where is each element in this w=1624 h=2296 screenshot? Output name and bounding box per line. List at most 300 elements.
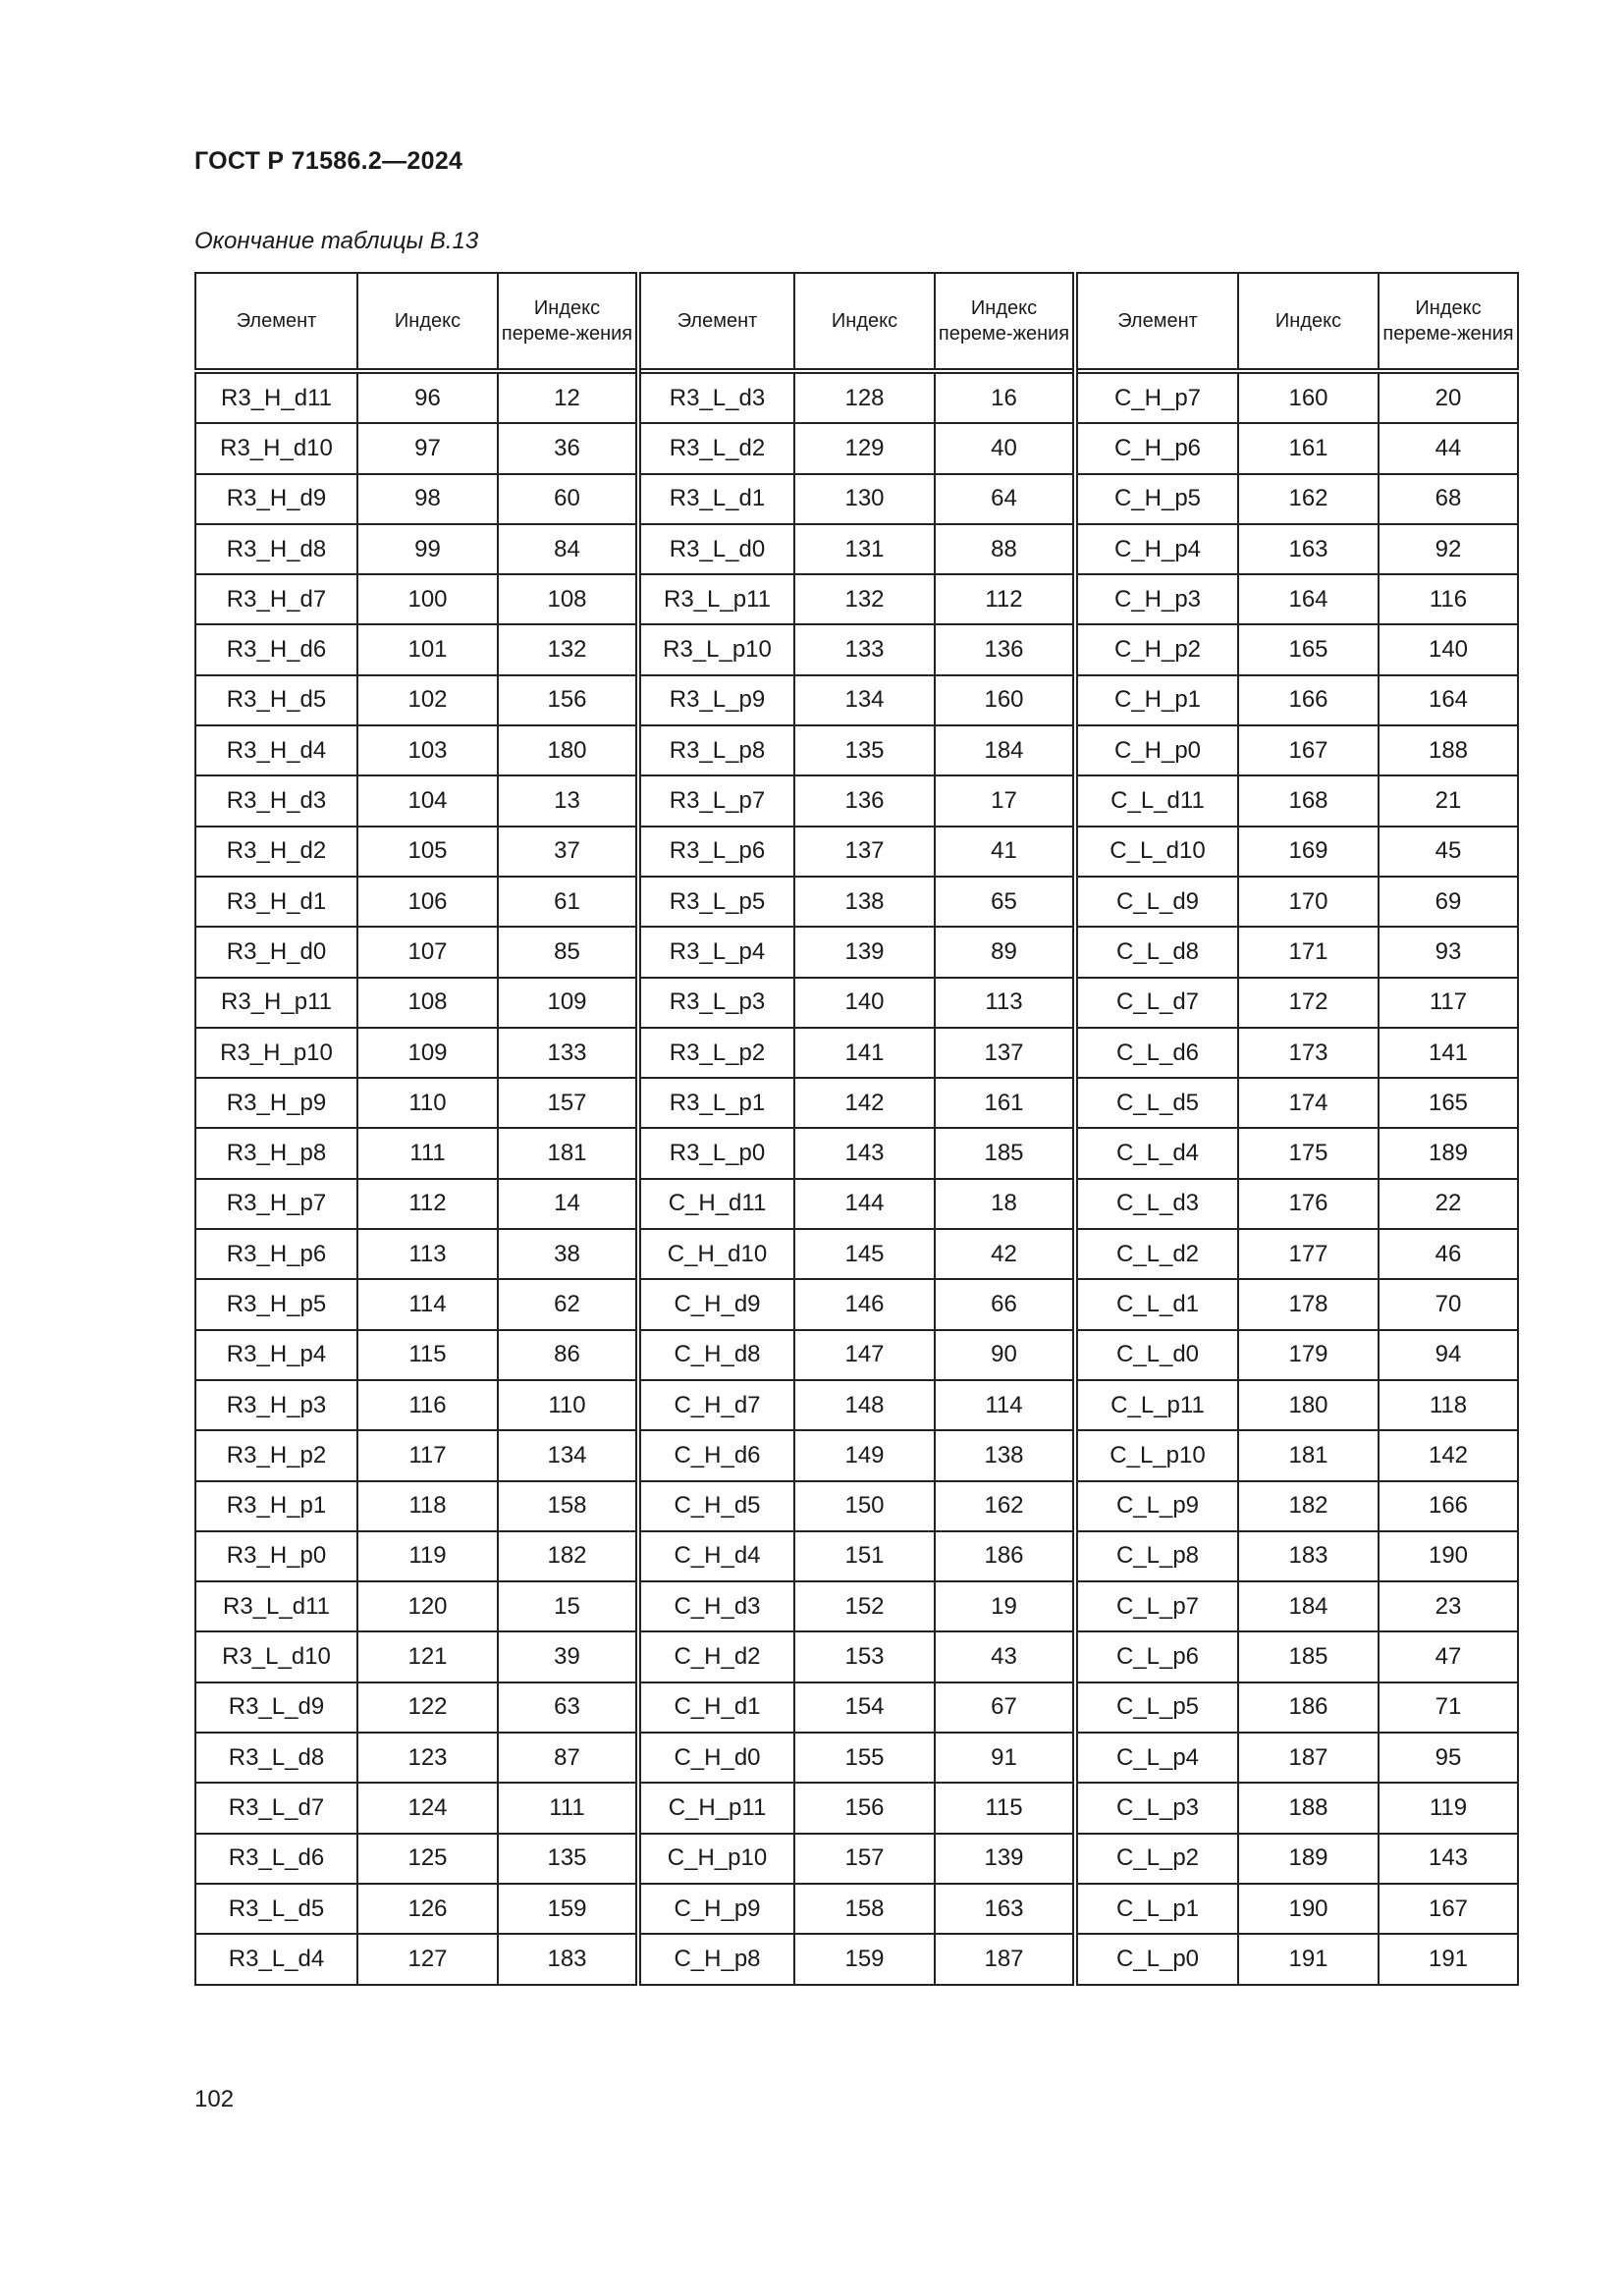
table-row	[195, 1028, 1518, 1078]
table-cell: C_H_d5	[638, 1481, 794, 1531]
table-cell: R3_H_d5	[195, 675, 357, 725]
table-cell: C_L_d7	[1075, 978, 1238, 1028]
table-cell: 184	[935, 725, 1075, 775]
table-cell: C_L_p4	[1075, 1733, 1238, 1783]
table-cell: 178	[1238, 1279, 1379, 1329]
table-cell: R3_H_p11	[195, 978, 357, 1028]
table-cell: 152	[794, 1581, 935, 1631]
table-cell: 12	[498, 371, 638, 423]
table-cell: C_H_p7	[1075, 371, 1238, 423]
table-row	[195, 574, 1518, 624]
table-cell: 129	[794, 423, 935, 473]
table-row	[195, 1229, 1518, 1279]
table-cell: 187	[1238, 1733, 1379, 1783]
table-cell: 112	[935, 574, 1075, 624]
table-cell: C_L_d1	[1075, 1279, 1238, 1329]
table-cell: R3_H_d9	[195, 474, 357, 524]
table-cell: C_L_d4	[1075, 1128, 1238, 1178]
table-cell: 45	[1379, 827, 1518, 877]
table-cell: 159	[498, 1884, 638, 1934]
table-cell: 69	[1379, 877, 1518, 927]
table-cell: 94	[1379, 1330, 1518, 1380]
table-cell: 163	[1238, 524, 1379, 574]
table-cell: 189	[1379, 1128, 1518, 1178]
table-cell: C_H_p11	[638, 1783, 794, 1833]
table-cell: R3_L_p3	[638, 978, 794, 1028]
table-cell: R3_L_d10	[195, 1631, 357, 1682]
table-row	[195, 1531, 1518, 1581]
table-cell: C_H_p3	[1075, 574, 1238, 624]
table-cell: 144	[794, 1179, 935, 1229]
table-cell: 90	[935, 1330, 1075, 1380]
table-cell: C_L_p10	[1075, 1430, 1238, 1480]
table-cell: 179	[1238, 1330, 1379, 1380]
table-cell: 13	[498, 775, 638, 826]
table-cell: 98	[357, 474, 498, 524]
table-cell: C_H_d8	[638, 1330, 794, 1380]
table-cell: R3_H_d6	[195, 624, 357, 674]
table-cell: 176	[1238, 1179, 1379, 1229]
table-cell: 119	[357, 1531, 498, 1581]
table-cell: 134	[794, 675, 935, 725]
table-cell: R3_H_d7	[195, 574, 357, 624]
table-row	[195, 978, 1518, 1028]
table-cell: 149	[794, 1430, 935, 1480]
table-cell: 113	[357, 1229, 498, 1279]
table-cell: 181	[498, 1128, 638, 1178]
table-cell: R3_H_p4	[195, 1330, 357, 1380]
table-cell: 172	[1238, 978, 1379, 1028]
table-cell: R3_H_p8	[195, 1128, 357, 1178]
table-cell: C_H_d10	[638, 1229, 794, 1279]
table-cell: 65	[935, 877, 1075, 927]
table-cell: 188	[1238, 1783, 1379, 1833]
table-cell: 38	[498, 1229, 638, 1279]
table-cell: C_L_p11	[1075, 1380, 1238, 1430]
table-cell: 101	[357, 624, 498, 674]
table-cell: 183	[1238, 1531, 1379, 1581]
table-cell: R3_H_d3	[195, 775, 357, 826]
table-cell: 114	[935, 1380, 1075, 1430]
column-header: Элемент	[1075, 273, 1238, 371]
table-cell: 87	[498, 1733, 638, 1783]
table-cell: 108	[357, 978, 498, 1028]
table-cell: 136	[935, 624, 1075, 674]
table-cell: 191	[1379, 1934, 1518, 1984]
table-cell: C_H_p4	[1075, 524, 1238, 574]
table-cell: R3_L_d7	[195, 1783, 357, 1833]
table-cell: 107	[357, 927, 498, 977]
table-cell: 166	[1379, 1481, 1518, 1531]
table-cell: 137	[794, 827, 935, 877]
table-cell: R3_L_p1	[638, 1078, 794, 1128]
table-cell: R3_H_d11	[195, 371, 357, 423]
table-cell: 18	[935, 1179, 1075, 1229]
table-cell: R3_L_d5	[195, 1884, 357, 1934]
table-cell: R3_L_d3	[638, 371, 794, 423]
table-cell: 141	[1379, 1028, 1518, 1078]
table-cell: 113	[935, 978, 1075, 1028]
table-cell: 63	[498, 1682, 638, 1733]
table-cell: R3_H_p7	[195, 1179, 357, 1229]
table-cell: R3_H_d2	[195, 827, 357, 877]
table-cell: R3_H_p1	[195, 1481, 357, 1531]
table-cell: 154	[794, 1682, 935, 1733]
page-number: 102	[194, 2086, 235, 2112]
table-cell: C_L_p5	[1075, 1682, 1238, 1733]
table-cell: C_L_d8	[1075, 927, 1238, 977]
table-cell: 158	[794, 1884, 935, 1934]
table-row	[195, 474, 1518, 524]
table-cell: 62	[498, 1279, 638, 1329]
table-cell: C_H_d1	[638, 1682, 794, 1733]
table-cell: 191	[1238, 1934, 1379, 1984]
table-row	[195, 827, 1518, 877]
table-cell: R3_L_p8	[638, 725, 794, 775]
table-cell: 36	[498, 423, 638, 473]
table-cell: C_L_p9	[1075, 1481, 1238, 1531]
table-cell: 20	[1379, 371, 1518, 423]
table-cell: 141	[794, 1028, 935, 1078]
table-row	[195, 1884, 1518, 1934]
table-cell: C_L_p1	[1075, 1884, 1238, 1934]
table-cell: 162	[935, 1481, 1075, 1531]
table-cell: R3_L_d8	[195, 1733, 357, 1783]
table-cell: R3_H_p10	[195, 1028, 357, 1078]
table-cell: R3_H_d0	[195, 927, 357, 977]
table-cell: 89	[935, 927, 1075, 977]
table-cell: 46	[1379, 1229, 1518, 1279]
table-cell: C_H_d11	[638, 1179, 794, 1229]
table-row	[195, 1380, 1518, 1430]
table-cell: 134	[498, 1430, 638, 1480]
table-cell: 135	[794, 725, 935, 775]
table-cell: 158	[498, 1481, 638, 1531]
table-cell: 186	[935, 1531, 1075, 1581]
table-cell: 115	[357, 1330, 498, 1380]
table-row	[195, 1279, 1518, 1329]
table-cell: 106	[357, 877, 498, 927]
table-cell: 184	[1238, 1581, 1379, 1631]
table-cell: 131	[794, 524, 935, 574]
table-cell: 22	[1379, 1179, 1518, 1229]
table-cell: 190	[1238, 1884, 1379, 1934]
table-cell: 157	[498, 1078, 638, 1128]
table-cell: C_L_p6	[1075, 1631, 1238, 1682]
table-cell: 180	[498, 725, 638, 775]
table-cell: C_H_p2	[1075, 624, 1238, 674]
table-cell: R3_L_d1	[638, 474, 794, 524]
table-cell: 68	[1379, 474, 1518, 524]
table-cell: 164	[1238, 574, 1379, 624]
table-cell: 185	[1238, 1631, 1379, 1682]
column-header: Индекс переме-жения	[935, 273, 1075, 371]
table-cell: C_H_d6	[638, 1430, 794, 1480]
table-cell: 180	[1238, 1380, 1379, 1430]
table-cell: C_H_p10	[638, 1834, 794, 1884]
table-cell: 61	[498, 877, 638, 927]
table-cell: 126	[357, 1884, 498, 1934]
column-header: Элемент	[195, 273, 357, 371]
table-cell: 190	[1379, 1531, 1518, 1581]
table-cell: 119	[1379, 1783, 1518, 1833]
table-cell: C_L_d0	[1075, 1330, 1238, 1380]
table-cell: 15	[498, 1581, 638, 1631]
table-cell: 147	[794, 1330, 935, 1380]
table-cell: C_L_d10	[1075, 827, 1238, 877]
table-cell: 124	[357, 1783, 498, 1833]
table-cell: 175	[1238, 1128, 1379, 1178]
table-cell: 133	[498, 1028, 638, 1078]
table-cell: R3_H_d10	[195, 423, 357, 473]
table-cell: 43	[935, 1631, 1075, 1682]
table-cell: 164	[1379, 675, 1518, 725]
table-cell: 160	[1238, 371, 1379, 423]
table-cell: 142	[1379, 1430, 1518, 1480]
table-cell: 182	[1238, 1481, 1379, 1531]
table-cell: 110	[357, 1078, 498, 1128]
table-cell: R3_L_p2	[638, 1028, 794, 1078]
table-cell: 100	[357, 574, 498, 624]
table-cell: 136	[794, 775, 935, 826]
table-cell: 142	[794, 1078, 935, 1128]
table-cell: C_H_d9	[638, 1279, 794, 1329]
table-cell: 109	[498, 978, 638, 1028]
document-header: ГОСТ Р 71586.2—2024	[194, 147, 463, 175]
table-cell: C_H_p1	[1075, 675, 1238, 725]
table-cell: 128	[794, 371, 935, 423]
table-cell: C_L_d3	[1075, 1179, 1238, 1229]
table-cell: 127	[357, 1934, 498, 1984]
table-cell: C_L_d11	[1075, 775, 1238, 826]
table-cell: 163	[935, 1884, 1075, 1934]
table-cell: 116	[357, 1380, 498, 1430]
table-cell: 156	[498, 675, 638, 725]
table-cell: 183	[498, 1934, 638, 1984]
table-cell: 39	[498, 1631, 638, 1682]
table-cell: C_L_p0	[1075, 1934, 1238, 1984]
table-cell: 140	[794, 978, 935, 1028]
table-cell: 181	[1238, 1430, 1379, 1480]
table-row	[195, 927, 1518, 977]
table-row	[195, 1783, 1518, 1833]
table-cell: 91	[935, 1733, 1075, 1783]
column-header: Индекс	[1238, 273, 1379, 371]
table-cell: 167	[1379, 1884, 1518, 1934]
table-cell: 115	[935, 1783, 1075, 1833]
table-cell: R3_H_p3	[195, 1380, 357, 1430]
table-cell: 168	[1238, 775, 1379, 826]
header-row	[195, 273, 1518, 371]
table-cell: R3_L_p6	[638, 827, 794, 877]
table-cell: 151	[794, 1531, 935, 1581]
table-cell: 165	[1238, 624, 1379, 674]
table-cell: C_H_p9	[638, 1884, 794, 1934]
table-cell: C_H_p8	[638, 1934, 794, 1984]
table-cell: 44	[1379, 423, 1518, 473]
table-cell: 117	[357, 1430, 498, 1480]
table-cell: 116	[1379, 574, 1518, 624]
table-cell: 146	[794, 1279, 935, 1329]
table-cell: 92	[1379, 524, 1518, 574]
table-cell: 103	[357, 725, 498, 775]
table-cell: 71	[1379, 1682, 1518, 1733]
table-cell: 118	[357, 1481, 498, 1531]
table-row	[195, 1682, 1518, 1733]
table-cell: 143	[794, 1128, 935, 1178]
table-cell: 148	[794, 1380, 935, 1430]
table-cell: 70	[1379, 1279, 1518, 1329]
table-cell: C_L_p8	[1075, 1531, 1238, 1581]
table-cell: 177	[1238, 1229, 1379, 1279]
column-header: Индекс переме-жения	[1379, 273, 1518, 371]
table-row	[195, 1733, 1518, 1783]
table-cell: 122	[357, 1682, 498, 1733]
table-cell: 188	[1379, 725, 1518, 775]
table-cell: 171	[1238, 927, 1379, 977]
table-header	[195, 273, 1518, 371]
table-cell: 64	[935, 474, 1075, 524]
table-cell: C_L_p2	[1075, 1834, 1238, 1884]
table-cell: 161	[1238, 423, 1379, 473]
table-cell: R3_H_p5	[195, 1279, 357, 1329]
table-cell: 150	[794, 1481, 935, 1531]
column-header: Элемент	[638, 273, 794, 371]
table-cell: R3_L_p11	[638, 574, 794, 624]
table-row	[195, 624, 1518, 674]
table-cell: 170	[1238, 877, 1379, 927]
table-cell: 16	[935, 371, 1075, 423]
table-row	[195, 1078, 1518, 1128]
table-cell: 108	[498, 574, 638, 624]
table-cell: R3_H_p9	[195, 1078, 357, 1128]
table-cell: R3_L_d0	[638, 524, 794, 574]
table-body	[195, 371, 1518, 1985]
table-cell: R3_H_d1	[195, 877, 357, 927]
table-cell: C_H_d2	[638, 1631, 794, 1682]
table-cell: C_H_d0	[638, 1733, 794, 1783]
table-cell: 173	[1238, 1028, 1379, 1078]
table-cell: 111	[498, 1783, 638, 1833]
data-table	[194, 272, 1519, 1986]
table-cell: C_L_p3	[1075, 1783, 1238, 1833]
table-cell: 88	[935, 524, 1075, 574]
table-cell: C_H_d7	[638, 1380, 794, 1430]
table-cell: 182	[498, 1531, 638, 1581]
table-cell: R3_L_p9	[638, 675, 794, 725]
table-caption: Окончание таблицы В.13	[194, 228, 479, 254]
table-cell: 159	[794, 1934, 935, 1984]
table-cell: 135	[498, 1834, 638, 1884]
table-cell: 85	[498, 927, 638, 977]
table-cell: 97	[357, 423, 498, 473]
table-cell: 66	[935, 1279, 1075, 1329]
table-cell: 167	[1238, 725, 1379, 775]
table-cell: R3_H_d8	[195, 524, 357, 574]
table-row	[195, 725, 1518, 775]
table-cell: R3_L_p5	[638, 877, 794, 927]
table-cell: 133	[794, 624, 935, 674]
table-cell: R3_H_p6	[195, 1229, 357, 1279]
table-row	[195, 1631, 1518, 1682]
table-cell: 93	[1379, 927, 1518, 977]
table-cell: 139	[935, 1834, 1075, 1884]
table-cell: R3_L_p7	[638, 775, 794, 826]
table-cell: 169	[1238, 827, 1379, 877]
table-cell: 153	[794, 1631, 935, 1682]
table-cell: R3_L_d11	[195, 1581, 357, 1631]
table-cell: 186	[1238, 1682, 1379, 1733]
table-cell: 47	[1379, 1631, 1518, 1682]
table-cell: 104	[357, 775, 498, 826]
table-cell: 187	[935, 1934, 1075, 1984]
table-cell: 160	[935, 675, 1075, 725]
table-cell: 84	[498, 524, 638, 574]
table-cell: 118	[1379, 1380, 1518, 1430]
table-cell: 109	[357, 1028, 498, 1078]
table-row	[195, 1128, 1518, 1178]
column-header: Индекс переме-жения	[498, 273, 638, 371]
table-cell: 161	[935, 1078, 1075, 1128]
table-cell: R3_L_d9	[195, 1682, 357, 1733]
table-cell: 145	[794, 1229, 935, 1279]
table-cell: 105	[357, 827, 498, 877]
column-header: Индекс	[357, 273, 498, 371]
table-cell: C_L_d6	[1075, 1028, 1238, 1078]
column-header: Индекс	[794, 273, 935, 371]
table-cell: R3_L_d2	[638, 423, 794, 473]
table-cell: 23	[1379, 1581, 1518, 1631]
table-cell: 139	[794, 927, 935, 977]
table-cell: 14	[498, 1179, 638, 1229]
table-cell: 132	[794, 574, 935, 624]
table-cell: 138	[794, 877, 935, 927]
table-row	[195, 675, 1518, 725]
table-cell: 40	[935, 423, 1075, 473]
table-cell: 130	[794, 474, 935, 524]
table-row	[195, 371, 1518, 423]
table-row	[195, 1581, 1518, 1631]
table-cell: 37	[498, 827, 638, 877]
table-cell: R3_L_p10	[638, 624, 794, 674]
table-cell: 162	[1238, 474, 1379, 524]
table-cell: 19	[935, 1581, 1075, 1631]
table-cell: 137	[935, 1028, 1075, 1078]
table-cell: 166	[1238, 675, 1379, 725]
table-row	[195, 1430, 1518, 1480]
table-cell: 112	[357, 1179, 498, 1229]
table-cell: 125	[357, 1834, 498, 1884]
table-cell: R3_H_p0	[195, 1531, 357, 1581]
table-cell: C_L_p7	[1075, 1581, 1238, 1631]
table-row	[195, 877, 1518, 927]
table-cell: 156	[794, 1783, 935, 1833]
table-row	[195, 524, 1518, 574]
table-cell: 99	[357, 524, 498, 574]
table-cell: C_H_p0	[1075, 725, 1238, 775]
table-cell: 111	[357, 1128, 498, 1178]
table-cell: R3_H_p2	[195, 1430, 357, 1480]
table-cell: 140	[1379, 624, 1518, 674]
table-row	[195, 1834, 1518, 1884]
table-cell: 17	[935, 775, 1075, 826]
table-cell: 41	[935, 827, 1075, 877]
table-cell: C_L_d9	[1075, 877, 1238, 927]
table-cell: 121	[357, 1631, 498, 1682]
table-cell: 189	[1238, 1834, 1379, 1884]
table-cell: 114	[357, 1279, 498, 1329]
table-cell: R3_L_d6	[195, 1834, 357, 1884]
